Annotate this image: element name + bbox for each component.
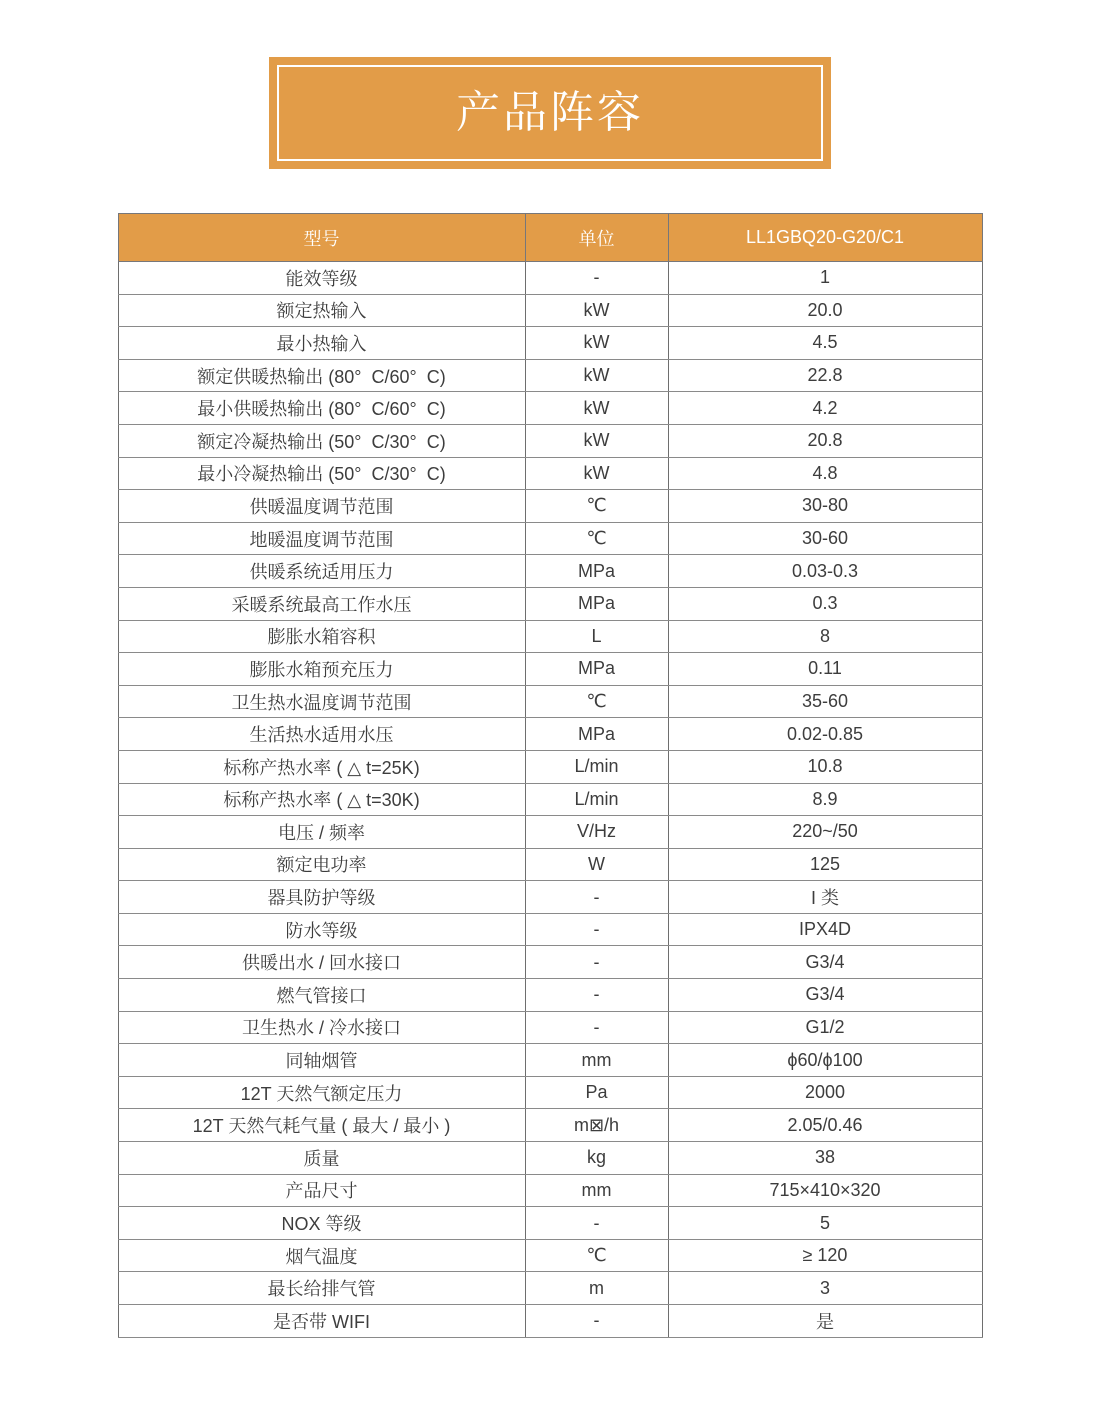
spec-unit-cell: L/min [525,750,668,783]
spec-value-cell: 38 [668,1142,982,1175]
spec-unit-cell: mm [525,1044,668,1077]
table-row [118,848,982,881]
spec-value-cell: 5 [668,1207,982,1240]
table-row [118,587,982,620]
spec-value-cell: 0.3 [668,587,982,620]
spec-value-cell: 35-60 [668,685,982,718]
table-row [118,718,982,751]
spec-unit-cell: kW [525,424,668,457]
spec-unit-cell: ℃ [525,522,668,555]
spec-unit-cell: MPa [525,718,668,751]
spec-name-cell: 12T 天然气耗气量 ( 最大 / 最小 ) [118,1109,525,1142]
table-row [118,327,982,360]
spec-name-cell: 额定电功率 [118,848,525,881]
spec-value-cell: 4.8 [668,457,982,490]
spec-value-cell: 是 [668,1305,982,1338]
spec-name-cell: 同轴烟管 [118,1044,525,1077]
spec-value-cell: 3 [668,1272,982,1305]
spec-name-cell: 额定热输入 [118,294,525,327]
page-title: 产品阵容 [456,88,644,137]
table-row [118,294,982,327]
spec-unit-cell: - [525,913,668,946]
spec-unit-cell: mm [525,1174,668,1207]
spec-name-cell: 卫生热水 / 冷水接口 [118,1011,525,1044]
spec-name-cell: 供暖温度调节范围 [118,490,525,523]
header-model-label: 型号 [118,214,525,262]
title-banner [269,57,831,169]
spec-value-cell: G1/2 [668,1011,982,1044]
spec-value-cell: G3/4 [668,946,982,979]
spec-unit-cell: kW [525,294,668,327]
spec-value-cell: 30-60 [668,522,982,555]
spec-unit-cell: L [525,620,668,653]
spec-name-cell: 最长给排气管 [118,1272,525,1305]
spec-value-cell: 20.8 [668,424,982,457]
spec-value-cell: 20.0 [668,294,982,327]
table-row [118,685,982,718]
spec-value-cell: 10.8 [668,750,982,783]
spec-name-cell: 膨胀水箱预充压力 [118,653,525,686]
spec-name-cell: 额定供暖热输出 (80° C/60° C) [118,359,525,392]
spec-name-cell: 燃气管接口 [118,979,525,1012]
table-row [118,1207,982,1240]
spec-unit-cell: V/Hz [525,816,668,849]
table-row [118,1011,982,1044]
spec-unit-cell: MPa [525,587,668,620]
spec-name-cell: 12T 天然气额定压力 [118,1076,525,1109]
table-row [118,1076,982,1109]
spec-name-cell: 最小供暖热输出 (80° C/60° C) [118,392,525,425]
spec-value-cell: G3/4 [668,979,982,1012]
spec-value-cell: 30-80 [668,490,982,523]
spec-value-cell: 2.05/0.46 [668,1109,982,1142]
spec-unit-cell: kW [525,327,668,360]
spec-value-cell: IPX4D [668,913,982,946]
table-row [118,1239,982,1272]
spec-name-cell: 能效等级 [118,262,525,295]
spec-unit-cell: - [525,881,668,914]
spec-name-cell: 电压 / 频率 [118,816,525,849]
spec-unit-cell: W [525,848,668,881]
spec-value-cell: 4.5 [668,327,982,360]
spec-unit-cell: Pa [525,1076,668,1109]
spec-value-cell: ϕ60/ϕ100 [668,1044,982,1077]
table-row [118,522,982,555]
table-row [118,1142,982,1175]
spec-unit-cell: ℃ [525,490,668,523]
table-row [118,1174,982,1207]
spec-name-cell: 质量 [118,1142,525,1175]
table-row [118,1109,982,1142]
table-row [118,979,982,1012]
spec-unit-cell: kW [525,392,668,425]
spec-unit-cell: L/min [525,783,668,816]
spec-name-cell: 卫生热水温度调节范围 [118,685,525,718]
spec-name-cell: 最小冷凝热输出 (50° C/30° C) [118,457,525,490]
table-row [118,457,982,490]
spec-name-cell: 标称产热水率 ( △ t=25K) [118,750,525,783]
spec-unit-cell: kW [525,457,668,490]
spec-name-cell: 地暖温度调节范围 [118,522,525,555]
table-row [118,424,982,457]
table-row [118,620,982,653]
spec-unit-cell: MPa [525,555,668,588]
spec-unit-cell: ℃ [525,1239,668,1272]
spec-name-cell: 器具防护等级 [118,881,525,914]
spec-unit-cell: - [525,1011,668,1044]
spec-unit-cell: ℃ [525,685,668,718]
spec-table [118,213,983,1338]
table-row [118,490,982,523]
table-row [118,392,982,425]
table-row [118,946,982,979]
spec-name-cell: 膨胀水箱容积 [118,620,525,653]
spec-value-cell: 0.02-0.85 [668,718,982,751]
header-product-model: LL1GBQ20-G20/C1 [668,214,982,262]
spec-value-cell: 220~/50 [668,816,982,849]
table-row [118,783,982,816]
table-row [118,913,982,946]
spec-value-cell: I 类 [668,881,982,914]
spec-name-cell: 最小热输入 [118,327,525,360]
spec-name-cell: 供暖系统适用压力 [118,555,525,588]
spec-name-cell: 采暖系统最高工作水压 [118,587,525,620]
spec-unit-cell: m [525,1272,668,1305]
table-header-row [118,214,982,262]
spec-unit-cell: kg [525,1142,668,1175]
spec-unit-cell: kW [525,359,668,392]
table-row [118,1305,982,1338]
spec-value-cell: ≥ 120 [668,1239,982,1272]
spec-value-cell: 0.03-0.3 [668,555,982,588]
table-row [118,1272,982,1305]
spec-value-cell: 0.11 [668,653,982,686]
title-banner-frame [277,65,823,161]
spec-name-cell: 产品尺寸 [118,1174,525,1207]
spec-unit-cell: - [525,1305,668,1338]
table-row [118,881,982,914]
table-row [118,555,982,588]
spec-name-cell: 额定冷凝热输出 (50° C/30° C) [118,424,525,457]
spec-name-cell: 供暖出水 / 回水接口 [118,946,525,979]
spec-name-cell: 生活热水适用水压 [118,718,525,751]
spec-value-cell: 1 [668,262,982,295]
spec-unit-cell: - [525,979,668,1012]
spec-unit-cell: - [525,262,668,295]
spec-value-cell: 2000 [668,1076,982,1109]
spec-name-cell: 防水等级 [118,913,525,946]
spec-value-cell: 22.8 [668,359,982,392]
table-row [118,750,982,783]
spec-name-cell: 是否带 WIFI [118,1305,525,1338]
spec-value-cell: 4.2 [668,392,982,425]
spec-name-cell: NOX 等级 [118,1207,525,1240]
spec-value-cell: 125 [668,848,982,881]
table-row [118,1044,982,1077]
spec-unit-cell: MPa [525,653,668,686]
spec-name-cell: 烟气温度 [118,1239,525,1272]
table-row [118,653,982,686]
spec-unit-cell: m⊠/h [525,1109,668,1142]
table-row [118,816,982,849]
spec-unit-cell: - [525,1207,668,1240]
spec-value-cell: 8.9 [668,783,982,816]
spec-value-cell: 8 [668,620,982,653]
spec-value-cell: 715×410×320 [668,1174,982,1207]
spec-name-cell: 标称产热水率 ( △ t=30K) [118,783,525,816]
spec-unit-cell: - [525,946,668,979]
table-row [118,262,982,295]
table-row [118,359,982,392]
header-unit-label: 单位 [525,214,668,262]
